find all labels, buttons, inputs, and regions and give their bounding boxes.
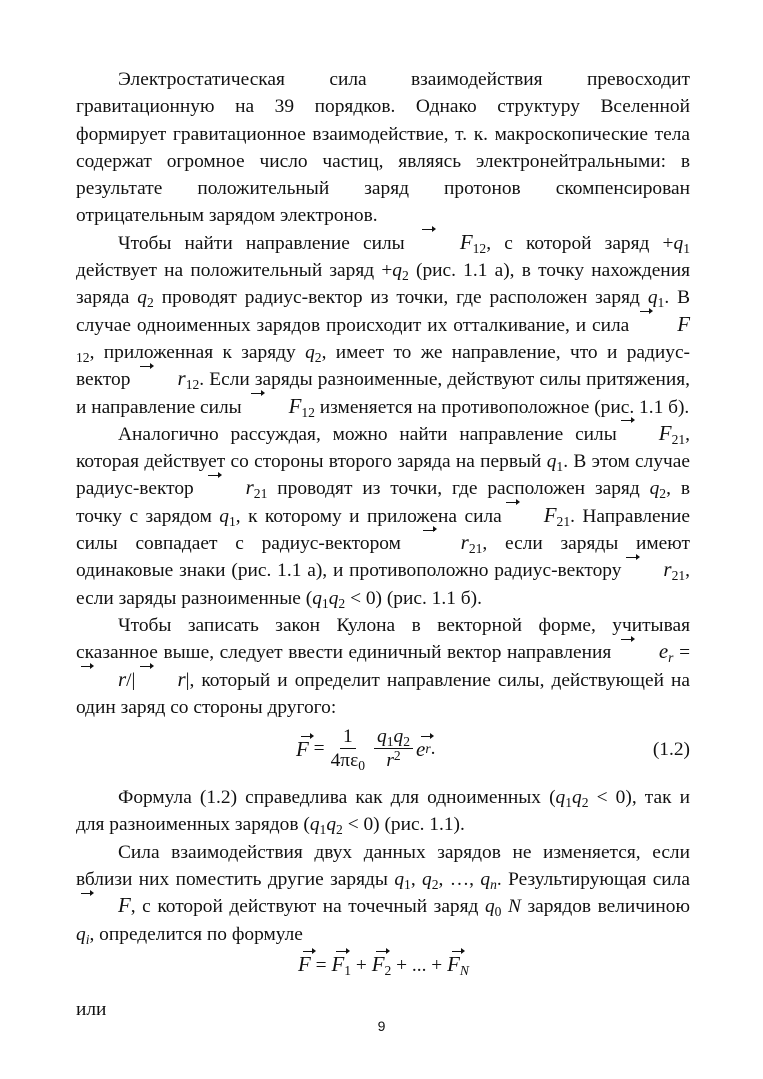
radius-vector: r xyxy=(136,368,186,389)
radius-vector: r xyxy=(204,477,254,498)
radius-vector: r xyxy=(621,559,671,580)
radius-vector: r xyxy=(76,669,126,690)
page-number: 9 xyxy=(377,1018,386,1034)
paragraph-2: Чтобы найти направление силы $F_{12}$, с которой заряд $+q_1$ действует на положительный заряд $+q_2$ (рис. 1.1 а), в точку нахождения заряда $q_2$ проводят радиус-вектор из точки, где расположен заряд $q_1$. В случае одноименных зарядов происходит их отталкивание, и сила $F_{12}$, приложенная к заряду $q_2$, имеет то же направление, что и радиус-вектор $r_{12}$. Если заряды разноименные, действуют силы притяжения, и направление силы $F_{12}$ изменяется на противоположное (рис. 1.1 б). xyxy=(76,229,691,420)
radius-vector: r xyxy=(135,669,185,690)
equation-number: (1.2) xyxy=(652,739,690,761)
paragraph-3: Аналогично рассуждая, можно найти направление силы $F_{21}$, которая действует со стороны второго заряда на первый $q_1$. В этом случае радиус-вектор $r_{21}$ проводят из точки, где расположен заряд $q_2$, в точку с зарядом $q_1$, к которому и приложена сила $F_{21}$. Направление силы совпадает с радиус-вектором $r_{21}$, если заряды имеют одинаковые знаки (рис. 1.1 а), и противоположно радиус-вектору $r_{21}$, если заряды разноименные $(q_1q_2 < 0)$ (рис. 1.1 б). xyxy=(76,420,690,611)
force-vector: F xyxy=(371,951,385,976)
force-vector: F xyxy=(298,951,311,976)
paragraph-5: Формула (1.2) справедлива как для одноименных $(q_1q_2 < 0)$, так и для разноименных зарядов $(q_1q_2 < 0)$ (рис. 1.1). xyxy=(76,787,690,838)
force-vector: F xyxy=(76,895,131,916)
force-vector: F xyxy=(331,951,345,976)
force-vector: F xyxy=(617,423,672,444)
fraction-charges: $\frac{q_1q_2}{r^2}$ xyxy=(374,726,413,773)
paragraph-6: Сила взаимодействия двух данных зарядов не изменяется, если вблизи них поместить другие заряды $q_1$, $q_2$, …, $q_n$. Результирующая сила F, с которой действуют на точечный заряд $q_0$ N зарядов величиною $q_i$, определится по формуле xyxy=(76,841,690,947)
coulomb-vector-formula: F = $\frac{1}{4\pi\varepsilon_0}$ $\frac{q_1q_2}{r^2}$ e r . (1.2) xyxy=(296,725,690,773)
force-vector: F xyxy=(447,951,460,976)
unit-vector: e xyxy=(416,736,426,761)
force-vector: F xyxy=(418,232,473,253)
superposition-formula: $F = F_1 + F_2$ + ... + $F_N$ xyxy=(298,951,469,978)
paragraph-7: или xyxy=(76,998,107,1020)
unit-vector: e xyxy=(617,641,668,662)
paragraph-1: Электростатическая сила взаимодействия превосходит гравитационную на 39 порядков. Однако структуру Вселенной формирует гравитационное взаимодействие, т. к. макроскопические тела содержат огромное число частиц, являясь электронейтральными: в результате положительный заряд протонов скомпенсирован отрицательным зарядом электронов. xyxy=(76,69,690,227)
radius-vector: r xyxy=(419,532,469,553)
fraction-constant: $\frac{1}{4\pi\varepsilon_0}$ xyxy=(330,725,366,773)
body-text xyxy=(76,66,690,1023)
force-vector: F xyxy=(635,314,690,335)
force-vector: F xyxy=(247,396,302,417)
force-vector: F xyxy=(502,505,557,526)
force-vector: F xyxy=(296,736,309,761)
paragraph-4: Чтобы записать закон Кулона в векторной форме, учитывая сказанное выше, следует ввести единичный вектор направления $e_r = r/|$ r|, который и определит направление силы, действующей на один заряд со стороны другого: xyxy=(76,614,690,718)
